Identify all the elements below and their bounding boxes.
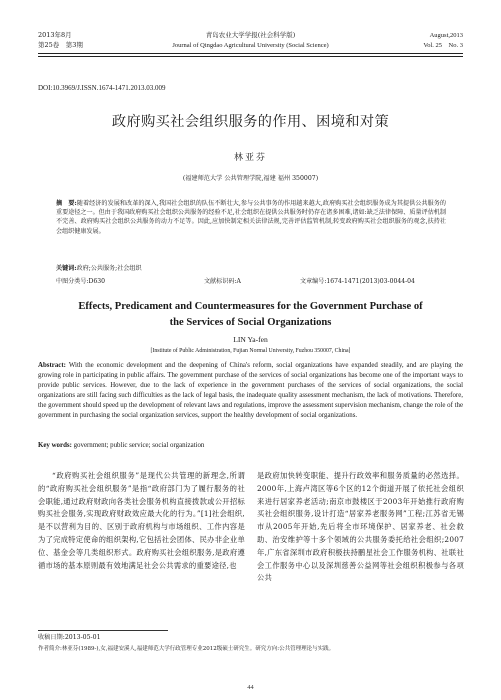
abstract-zh [56,199,446,236]
document-code: 文献标识码:A [204,278,241,285]
keywords-en [38,441,463,451]
keywords-en-label: Key words: [38,442,72,449]
header-vol-no: Vol. 25 No. 3 [423,42,463,49]
keywords-zh-label: 关键词: [56,265,77,272]
abstract-en-label: Abstract: [38,362,66,369]
body-column-left: “政府购买社会组织服务”是现代公共管理的新理念,所谓的“政府购买社会组织服务”是指“政府部门为了履行服务的社会职能,通过政府财政向各类社会服务机构直接拨款或公开招标购买社会服务,实现政府财政效应最大化的行为。”[1]社会组织,是不以营利为目的、区别于政府机构与市场组织、工作内容是为了完成特定使命的组织架构,它包括社会团体、民办非企业单位、基金会等几类组织形式。政府购买社会组织服务,是政府遵循市场的基本原则最有效地满足社会公共需求的重要途径,也 [38,471,245,570]
header-journal-zh: 青岛农业大学学报(社会科学版) [205,31,296,39]
footnote-author-bio: 作者简介:林亚芬(1989-),女,福建安溪人,福建师范大学行政管理专业2012级硕士研究生。研究方向:公共管理理论与实践。 [38,646,335,652]
footnote-rule [38,630,168,631]
header-rule-thin [38,56,463,57]
page-number: 44 [247,684,254,691]
footnote-received: 收稿日期:2013-05-01 [38,634,101,641]
affiliation-zh: (福建师范大学 公共管理学院,福建 福州 350007) [182,175,319,182]
abstract-zh-text: 随着经济的发展和改革的深入,我国社会组织的队伍不断壮大,参与公共事务的作用越来越大,政府购买社会组织服务成为其提供公共服务的重要途径之一。但由于我国政府购买社会组织公共服务的经验不足,社会组织在提供公共服务时仍存在诸多困难,诸如:缺乏法律保障、质量评估机制不完善、政府购买社会组织公共服务的动力不足等。因此,应加快制定相关法律法规,完善评估监管机制,转变政府购买社会组织服务的观念,扶持社会组织健康发展。 [56,200,447,235]
header-month: August,2013 [429,32,463,39]
article-number: 文章编号:1674-1471(2013)03-0044-04 [300,278,415,285]
body-column-right: 是政府加快转变职能、提升行政效率和服务质量的必然选择。2000年,上海卢湾区等6个区的12个街道开展了依托社会组织来进行居家养老活动;南京市鼓楼区于2003年开始推行政府购买社会组织服务,设计打造“居家养老服务网”工程;江苏省无锡市从2005年开始,先后将全市环境保护、居家养老、社会救助、治安维护等十多个领域的公共服务委托给社会组织;2007年,广东省深圳市政府积极扶持鹏星社会工作服务机构、社联社会工作服务中心以及深圳慈善公益网等社会组织积极参与各项公共 [257,471,464,583]
keywords-zh-text: 政府;公共服务;社会组织 [76,265,142,272]
doi: DOI:10.3969/J.ISSN.1674-1471.2013.03.009 [38,84,166,92]
author-en: LIN Ya-fen [233,335,268,344]
title-en-line2: the Services of Social Organizations [169,317,332,328]
header-rule-thick [38,53,463,54]
abstract-en-text: With the economic development and the deepening of China's reform, social organizations have expanded steadily, and are playing the growing role in participating in public affairs. The government purchase of the services of social organizations has become one of the important ways to provide public services. However, due to the lack of experience in the government purchases of the services of social organizations, the social organizations are still facing such difficulties as the lack of legal basis, the inadequate quality assessment mechanism, the lack of motivations. Therefore, the government should speed up the development of relevant laws and regulations, improve the assessment supervision mechanism, change the role of the government in purchasing the social organization services, support the healthy development of social organizations. [38,362,463,419]
keywords-zh [56,264,446,273]
title-en-line1: Effects, Predicament and Countermeasures for the Government Purchase of [78,301,423,312]
keywords-en-text: government; public service; social organization [73,442,205,449]
header-journal-en: Journal of Qingdao Agricultural University (Social Science) [172,42,329,49]
abstract-en [38,361,463,420]
title-zh: 政府购买社会组织服务的作用、困境和对策 [111,114,390,130]
author-zh: 林亚芬 [233,153,267,163]
header-volume: 第25卷 第3期 [38,41,83,49]
clc-number: 中图分类号:D630 [56,278,106,285]
abstract-zh-label: 摘 要: [56,200,77,207]
affiliation-en: [Institute of Public Administration, Fujian Normal University, Fuzhou 350007, China] [150,348,351,354]
header-date: 2013年8月 [38,31,72,39]
